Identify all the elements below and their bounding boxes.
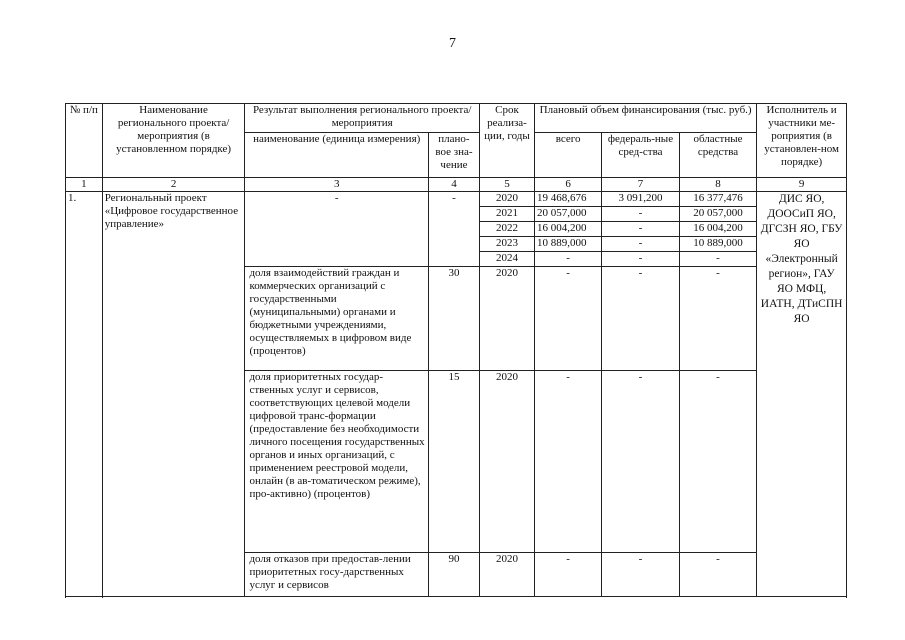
funding-federal: - <box>602 222 679 237</box>
result-name: доля взаимодействий граждан и коммерческих организаций с государственными (муниципальными) органами и бюджетными учреждениями, осуществляемых в цифровом виде (процентов) <box>245 267 429 371</box>
column-number: 2 <box>102 178 245 192</box>
column-number: 9 <box>757 178 847 192</box>
column-number: 3 <box>245 178 429 192</box>
column-number: 5 <box>479 178 534 192</box>
funding-federal: - <box>602 252 679 267</box>
row-num: 1. <box>66 192 103 597</box>
funding-regional: 10 889,000 <box>679 237 757 252</box>
funding-total: - <box>534 252 601 267</box>
header-total: всего <box>534 133 601 178</box>
column-number: 1 <box>66 178 103 192</box>
header-num: № п/п <box>66 104 103 178</box>
header-federal: федераль-ные сред-ства <box>602 133 679 178</box>
funding-federal: - <box>602 553 679 597</box>
funding-federal: - <box>602 237 679 252</box>
header-period: Срок реализа-ции, годы <box>479 104 534 178</box>
funding-total: 16 004,200 <box>534 222 601 237</box>
funding-federal: 3 091,200 <box>602 192 679 207</box>
planned-value: - <box>428 192 479 267</box>
funding-regional: - <box>679 371 757 553</box>
result-name: - <box>245 192 429 267</box>
funding-regional: - <box>679 252 757 267</box>
header-funding-group: Плановый объем финансирования (тыс. руб.) <box>534 104 756 133</box>
column-number: 8 <box>679 178 757 192</box>
funding-federal: - <box>602 267 679 371</box>
funding-year: 2022 <box>479 222 534 237</box>
planned-value: 30 <box>428 267 479 371</box>
funding-regional: - <box>679 553 757 597</box>
funding-year: 2020 <box>479 267 534 371</box>
funding-federal: - <box>602 207 679 222</box>
result-name: доля приоритетных государ-ственных услуг и сервисов, соответствующих целевой модели цифровой транс-формации (предоставление без необходимости личного посещения государственных органов и иных организаций, с применением реестровой модели, онлайн (в ав-томатическом режиме), про-активно) (процентов) <box>245 371 429 553</box>
funding-total: 10 889,000 <box>534 237 601 252</box>
funding-total: - <box>534 371 601 553</box>
funding-year: 2023 <box>479 237 534 252</box>
executor: ДИС ЯО, ДООСиП ЯО, ДГСЗН ЯО, ГБУ ЯО «Электронный регион», ГАУ ЯО МФЦ, ИАТН, ДТиСПН ЯО <box>757 192 847 597</box>
funding-total: 19 468,676 <box>534 192 601 207</box>
funding-total: - <box>534 267 601 371</box>
funding-total: - <box>534 553 601 597</box>
funding-year: 2024 <box>479 252 534 267</box>
funding-total: 20 057,000 <box>534 207 601 222</box>
page-number: 7 <box>449 36 456 51</box>
financing-table <box>65 103 847 597</box>
header-executor: Исполнитель и участники ме-роприятия (в установлен-ном порядке) <box>757 104 847 178</box>
project-name: Региональный проект «Цифровое государственное управление» <box>102 192 245 597</box>
funding-federal: - <box>602 371 679 553</box>
result-name: доля отказов при предостав-лении приоритетных госу-дарственных услуг и сервисов <box>245 553 429 597</box>
funding-regional: 20 057,000 <box>679 207 757 222</box>
column-number: 7 <box>602 178 679 192</box>
header-project-name: Наименование регионального проекта/ мероприятия (в установленном порядке) <box>102 104 245 178</box>
funding-year: 2020 <box>479 192 534 207</box>
funding-year: 2020 <box>479 371 534 553</box>
column-number: 4 <box>428 178 479 192</box>
header-regional: областные средства <box>679 133 757 178</box>
funding-regional: 16 004,200 <box>679 222 757 237</box>
planned-value: 15 <box>428 371 479 553</box>
funding-year: 2021 <box>479 207 534 222</box>
planned-value: 90 <box>428 553 479 597</box>
header-result-name: наименование (единица измерения) <box>245 133 429 178</box>
header-planned-value: плано-вое зна-чение <box>428 133 479 178</box>
header-result-group: Результат выполнения регионального проекта/ мероприятия <box>245 104 480 133</box>
funding-year: 2020 <box>479 553 534 597</box>
column-number: 6 <box>534 178 601 192</box>
funding-regional: 16 377,476 <box>679 192 757 207</box>
funding-regional: - <box>679 267 757 371</box>
